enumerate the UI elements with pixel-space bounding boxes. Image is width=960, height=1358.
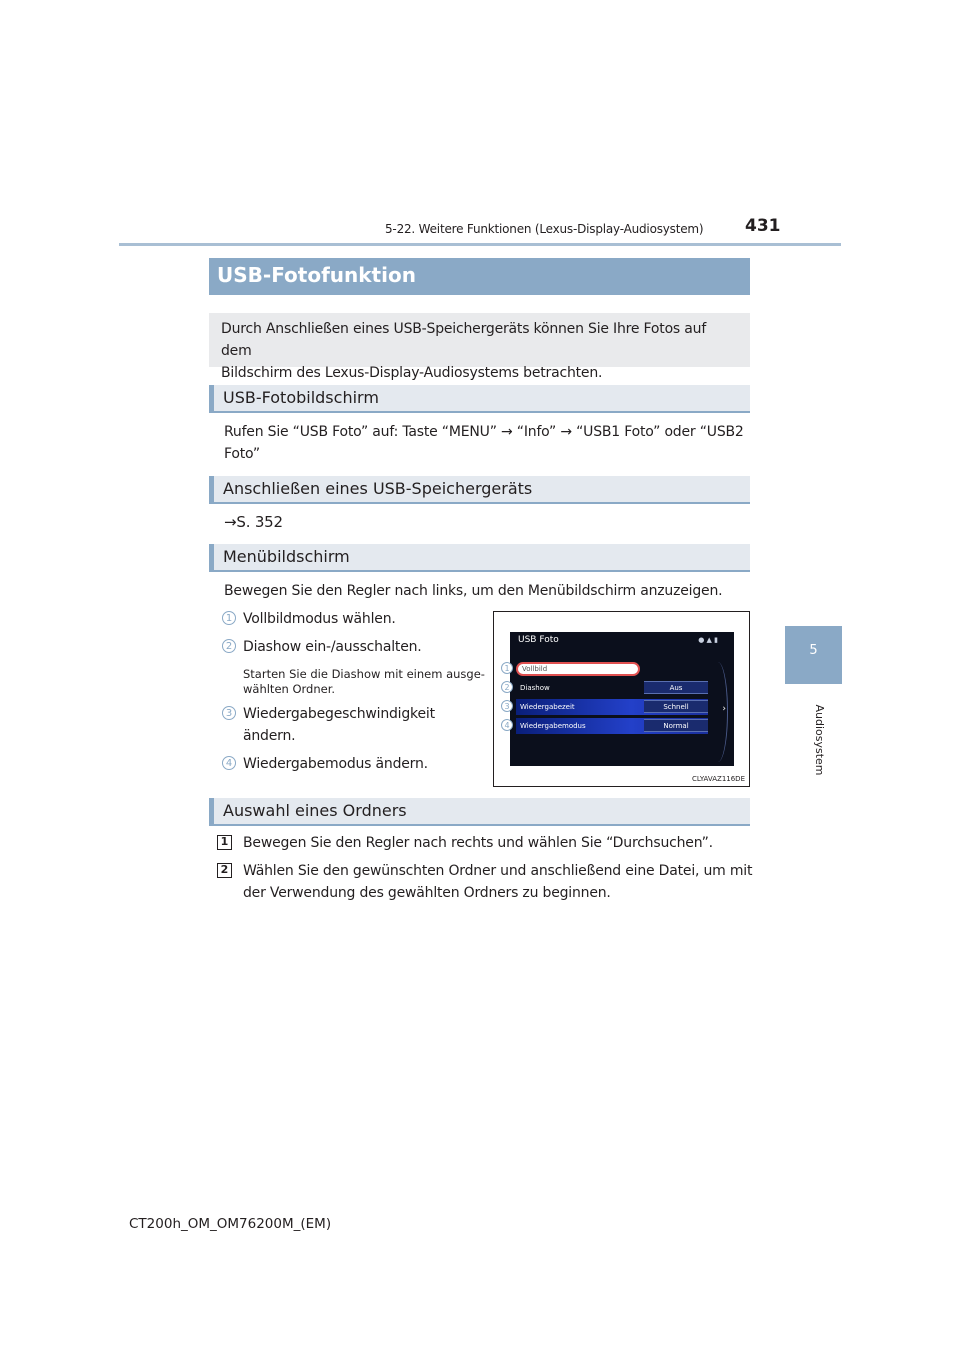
figure-callout-2: 2: [501, 681, 513, 693]
screen-title: USB Foto: [518, 635, 559, 645]
menu-row-wiedergabezeit: Wiedergabezeit Schnell: [516, 699, 708, 715]
fotobildschirm-line-1: Rufen Sie “USB Foto” auf: Taste “MENU” → “Info” → “USB1 Foto” oder “USB2: [224, 424, 744, 440]
diashow-value: Aus: [644, 681, 708, 694]
menu-row-diashow: Diashow Aus: [516, 680, 708, 696]
running-header-section: 5-22. Weitere Funktionen (Lexus-Display-Audiosystem): [385, 222, 704, 236]
callout-3: 3: [222, 706, 236, 720]
status-icons: ● ▲ ▮: [698, 636, 718, 644]
page-title: USB-Fotofunktion: [217, 263, 416, 287]
step-2-text-line-1: Wählen Sie den gewünschten Ordner und anschließend eine Datei, um mit: [243, 863, 753, 879]
menu-row-wiedergabemodus: Wiedergabemodus Normal: [516, 718, 708, 734]
usb-photo-screen-figure: [493, 611, 750, 787]
menue-item-3-line-1: Wiedergabegeschwindigkeit: [243, 706, 435, 722]
chapter-tab-number: 5: [785, 626, 842, 684]
callout-2: 2: [222, 639, 236, 653]
fotobildschirm-line-2: Foto”: [224, 446, 260, 462]
wiedergabezeit-value: Schnell: [644, 700, 708, 713]
page-title-bar: [209, 258, 750, 295]
chevron-right-icon: ›: [722, 704, 726, 714]
step-2-text-line-2: der Verwendung des gewählten Ordners zu beginnen.: [243, 885, 611, 901]
figure-code: CLYAVAZ116DE: [691, 775, 745, 783]
figure-callout-1: 1: [501, 662, 513, 674]
callout-4: 4: [222, 756, 236, 770]
menu-row-vollbild: Vollbild: [516, 662, 640, 676]
heading-fotobildschirm: USB-Fotobildschirm: [209, 385, 750, 413]
menue-note-line-2: wählten Ordner.: [243, 682, 336, 696]
menue-intro: Bewegen Sie den Regler nach links, um den Menübildschirm anzuzeigen.: [224, 583, 723, 599]
footer-doc-code: CT200h_OM_OM76200M_(EM): [129, 1216, 332, 1232]
heading-anschliessen: Anschließen eines USB-Speichergeräts: [209, 476, 750, 504]
intro-line-1: Durch Anschließen eines USB-Speichergeräts können Sie Ihre Fotos auf dem: [221, 321, 707, 359]
figure-callout-3: 3: [501, 700, 513, 712]
heading-menue: Menübildschirm: [209, 544, 750, 572]
figure-callout-4: 4: [501, 719, 513, 731]
callout-1: 1: [222, 611, 236, 625]
step-2-marker: 2: [217, 863, 232, 878]
menue-item-2: Diashow ein-/ausschalten.: [243, 639, 422, 655]
menue-item-1: Vollbildmodus wählen.: [243, 611, 396, 627]
wiedergabemodus-value: Normal: [644, 719, 708, 732]
menue-item-4: Wiedergabemodus ändern.: [243, 756, 428, 772]
display-screen: [510, 632, 734, 766]
step-1-marker: 1: [217, 835, 232, 850]
menue-note-line-1: Starten Sie die Diashow mit einem ausge-: [243, 667, 485, 681]
chapter-tab-label: Audiosystem: [813, 704, 826, 776]
heading-ordner: Auswahl eines Ordners: [209, 798, 750, 826]
intro-box: [209, 313, 750, 381]
step-1-text: Bewegen Sie den Regler nach rechts und wählen Sie “Durchsuchen”.: [243, 835, 713, 851]
page-number: 431: [745, 216, 781, 236]
page-reference: →S. 352: [224, 513, 283, 531]
menue-item-3-line-2: ändern.: [243, 728, 296, 744]
header-rule: [119, 243, 841, 246]
intro-line-2: Bildschirm des Lexus-Display-Audiosystems betrachten.: [221, 365, 603, 381]
